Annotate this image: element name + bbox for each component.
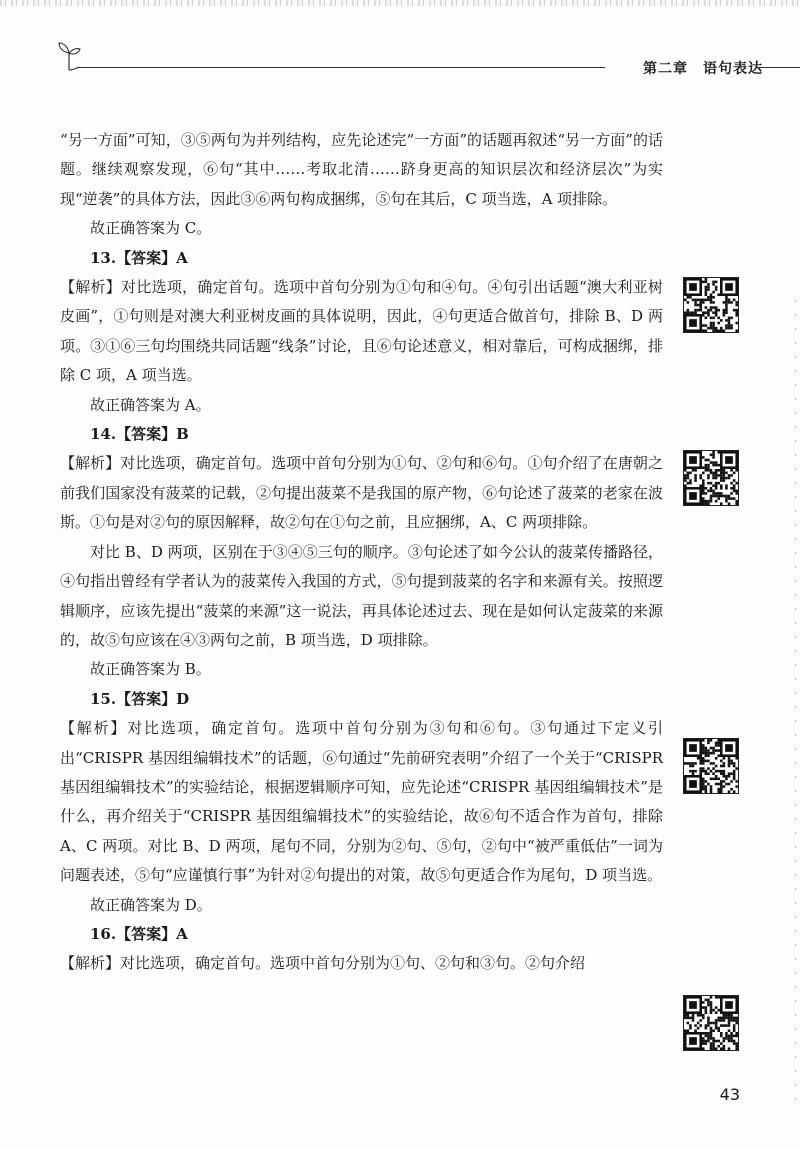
paragraph: 故正确答案为 B。 — [90, 660, 211, 679]
running-header — [55, 40, 800, 80]
qr-code-icon[interactable] — [683, 995, 739, 1051]
paragraph: 故正确答案为 A。 — [90, 395, 211, 414]
paragraph: 故正确答案为 D。 — [90, 895, 212, 914]
chapter-title: 第二章 语句表达 — [605, 58, 763, 78]
paragraph: “另一方面”可知，③⑤两句为并列结构，应先论述完“一方面”的话题再叙述“另一方面”的话题。继续观察发现，⑥句“其中……考取北清……跻身更高的知识层次和经济层次”为实现“逆袭”的具体方法，因此③⑥两句构成捆绑，⑤句在其后，C 项当选，A 项排除。 — [60, 131, 663, 208]
answer-heading: 16.【答案】A — [90, 924, 188, 943]
header-rule-right — [757, 67, 800, 68]
answer-heading: 15.【答案】D — [90, 689, 190, 708]
qr-pattern — [684, 278, 738, 332]
paragraph: 故正确答案为 C。 — [90, 219, 212, 238]
paragraph: 对比 B、D 两项，区别在于③④⑤三句的顺序。③句论述了如今公认的菠菜传播路径，④句指出曾经有学者认为的菠菜传入我国的方式，⑤句提到菠菜的名字和来源有关。按照逻辑顺序，应该先提出“菠菜的来源”这一说法，再具体论述过去、现在是如何认定菠菜的来源的，故⑤句应该在④③两句之前，B 项当选，D 项排除。 — [60, 542, 663, 649]
leaf-icon — [55, 40, 83, 74]
analysis-paragraph: 【解析】对比选项，确定首句。选项中首句分别为①句、②句和⑥句。①句介绍了在唐朝之前我们国家没有菠菜的记载，②句提出菠菜不是我国的原产物，⑥句论述了菠菜的老家在波斯。①句是对②句的原因解释，故②句在①句之前，且应捆绑，A、C 两项排除。 — [60, 454, 663, 532]
qr-code-icon[interactable] — [683, 738, 739, 794]
qr-pattern — [684, 739, 738, 793]
scan-edge-noise — [0, 0, 800, 6]
page-number: 43 — [719, 1085, 740, 1104]
body-text — [60, 126, 663, 979]
header-rule-left — [77, 67, 657, 68]
qr-code-icon[interactable] — [683, 277, 739, 333]
answer-heading: 13.【答案】A — [90, 248, 188, 267]
analysis-paragraph: 【解析】对比选项，确定首句。选项中首句分别为①句、②句和③句。②句介绍 — [60, 954, 586, 973]
analysis-paragraph: 【解析】对比选项，确定首句。选项中首句分别为③句和⑥句。③句通过下定义引出“CRISPR 基因组编辑技术”的话题，⑥句通过“先前研究表明”介绍了一个关于“CRISPR 基因组编辑技术”的实验结论，根据逻辑顺序可知，应先论述“CRISPR 基因组编辑技术”是什么，再介绍关于“CRISPR 基因组编辑技术”的实验结论，故⑥句不适合作为首句，排除 A、C 两项。对比 B、D 两项，尾句不同，分别为②句、⑤句，②句中“被严重低估”一词为问题表述，⑤句“应谨慎行事”为针对②句提出的对策，故⑤句更适合作为尾句，D 项当选。 — [60, 719, 663, 885]
qr-pattern — [684, 996, 738, 1050]
answer-heading: 14.【答案】B — [90, 425, 189, 444]
qr-code-icon[interactable] — [683, 450, 739, 506]
analysis-paragraph: 【解析】对比选项，确定首句。选项中首句分别为①句和④句。④句引出话题“澳大利亚树皮画”，①句则是对澳大利亚树皮画的具体说明，因此，④句更适合做首句，排除 B、D 两项。③①⑥三句均围绕共同话题“线条”讨论，且⑥句论述意义，相对靠后，可构成捆绑，排除 C 项，A 项当选。 — [60, 278, 663, 385]
scan-margin-marks — [795, 300, 796, 1100]
qr-pattern — [684, 451, 738, 505]
